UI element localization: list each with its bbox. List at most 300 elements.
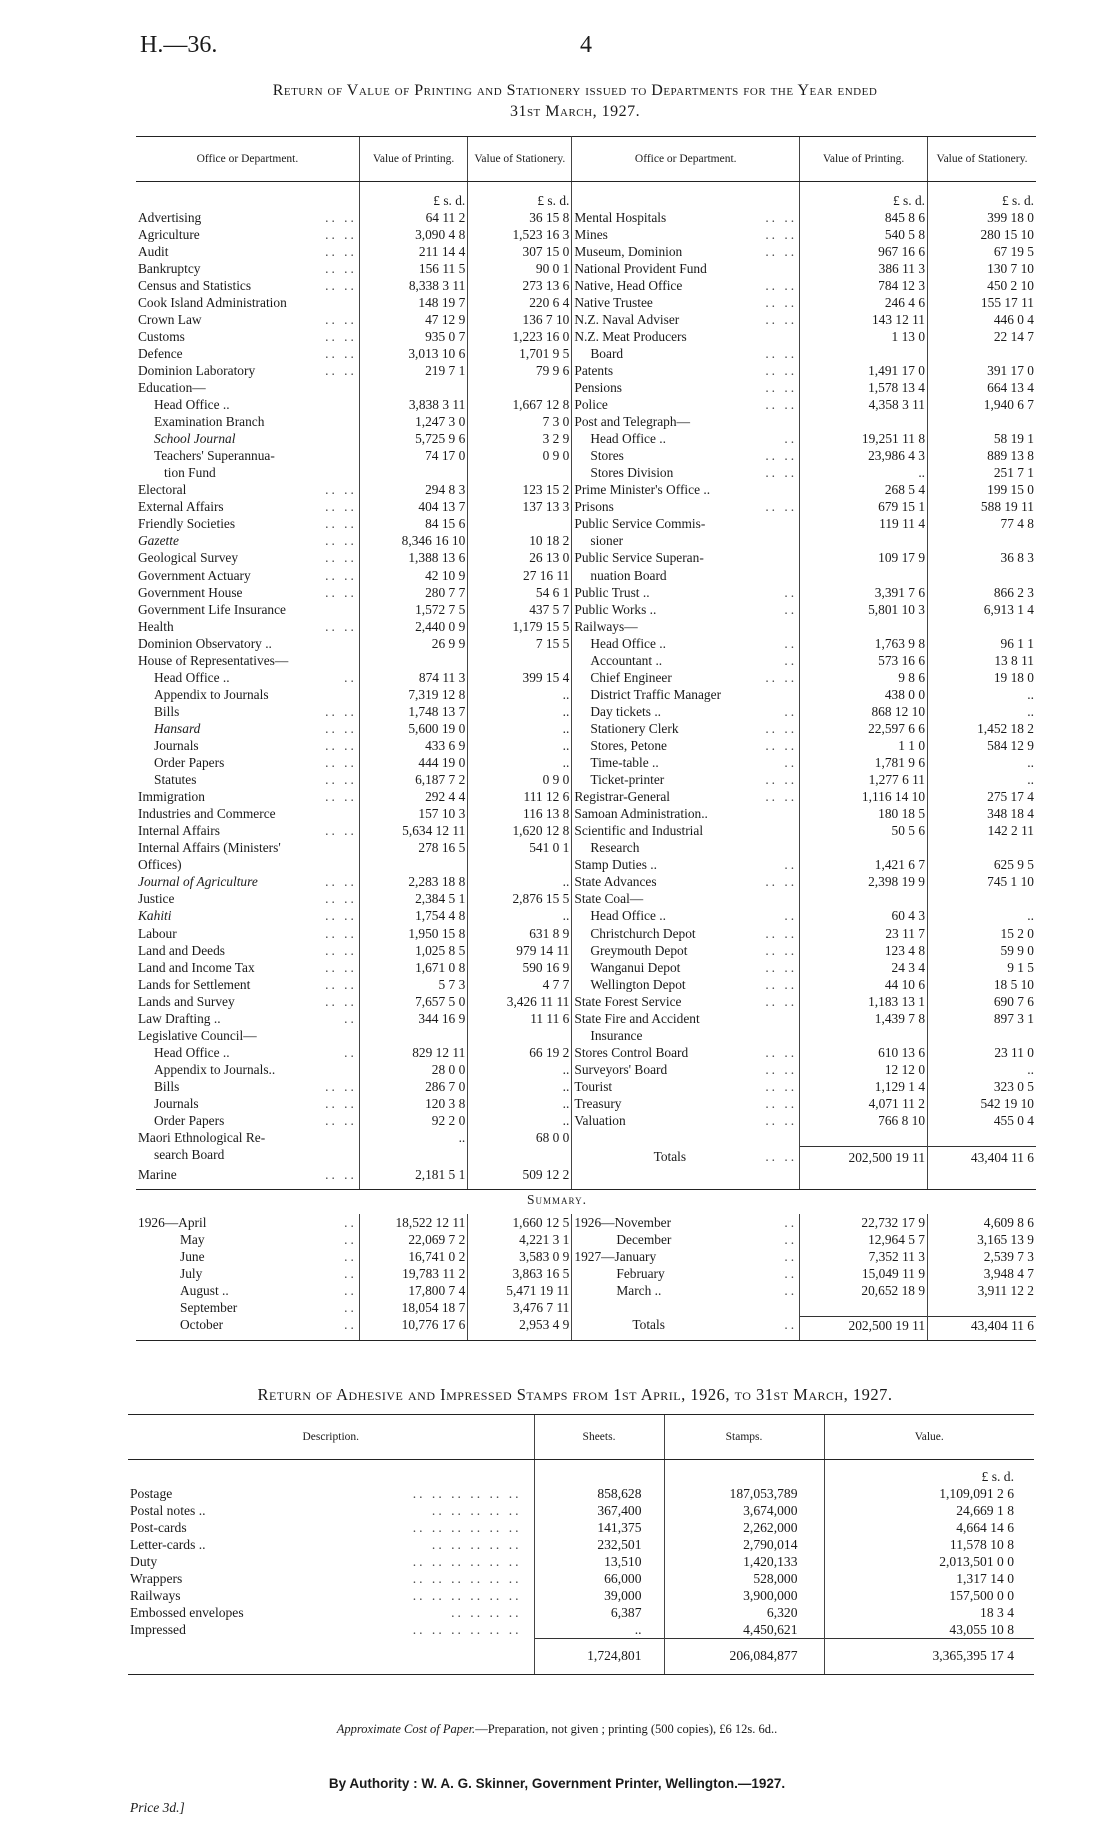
office-label: Order Papers: [154, 1113, 225, 1129]
month-label: June ..: [180, 1249, 357, 1265]
office-name: [136, 754, 359, 771]
table-row: [136, 328, 1036, 345]
office-name: [136, 686, 359, 703]
table-row: [136, 532, 1036, 549]
printing-value: 22,069 7 2: [359, 1231, 467, 1248]
stationery-value: 136 7 10: [468, 311, 572, 328]
printing-value: 24 3 4: [800, 959, 928, 976]
table-row: [136, 720, 1036, 737]
table-row: [136, 1095, 1036, 1112]
office-name: [572, 481, 800, 498]
office-name: [572, 328, 800, 345]
stationery-value: [468, 652, 572, 669]
printing-value: [800, 1027, 928, 1044]
table-row: [136, 839, 1036, 856]
leader-dots: .. ..: [765, 942, 798, 958]
month-label: August .. ..: [180, 1283, 357, 1299]
office-label: Crown Law: [138, 311, 202, 327]
printing-value: 8,346 16 10: [359, 532, 467, 549]
printing-value: 2,440 0 9: [359, 618, 467, 635]
office-name: [136, 1166, 359, 1183]
office-name: [572, 873, 800, 890]
printing-value: [800, 1299, 928, 1316]
office-name: [136, 805, 359, 822]
leader-dots: .. ..: [325, 362, 357, 378]
leader-dots: .. ..: [325, 942, 357, 958]
office-label: Hansard: [154, 720, 201, 736]
leader-dots: ..: [784, 584, 798, 600]
currency-header: £ s. d.: [928, 192, 1036, 209]
leader-dots: .. ..: [325, 755, 357, 771]
stamps-table: [128, 1414, 1034, 1675]
office-name: [136, 1078, 359, 1095]
currency-header: £ s. d.: [468, 192, 572, 209]
stationery-value: [468, 379, 572, 396]
leader-dots: .. ..: [325, 209, 357, 225]
leader-dots: .. ..: [765, 311, 798, 327]
printing-value: 1,748 13 7: [359, 703, 467, 720]
col-header-stationery-left: Value of Stationery.: [468, 137, 572, 182]
stationery-value: 4,609 8 6: [928, 1214, 1036, 1231]
office-label: Journals: [154, 1095, 199, 1111]
stationery-value: 584 12 9: [928, 737, 1036, 754]
stationery-value: 541 0 1: [468, 839, 572, 856]
printing-value: 5 7 3: [359, 976, 467, 993]
leader-dots: .. ..: [325, 720, 357, 736]
stationery-value: [928, 532, 1036, 549]
printing-value: 540 5 8: [800, 226, 928, 243]
printing-value: 1,781 9 6: [800, 754, 928, 771]
office-label: Land and Income Tax: [138, 959, 255, 975]
stationery-value: [468, 464, 572, 481]
office-label: Samoan Administration..: [574, 806, 708, 822]
table-row: [136, 890, 1036, 907]
office-label: Patents: [574, 362, 614, 378]
office-name: [572, 856, 800, 873]
stationery-value: 111 12 6: [468, 788, 572, 805]
stationery-value: 67 19 5: [928, 243, 1036, 260]
leader-dots: .. ..: [325, 516, 357, 532]
stationery-value: 4,221 3 1: [468, 1231, 572, 1248]
office-label: Time-table ..: [590, 755, 659, 771]
leader-dots: .. .. .. .. ..: [431, 1536, 522, 1552]
office-label: Stationery Clerk: [590, 720, 679, 736]
table-row: [136, 601, 1036, 618]
printing-value: 202,500 19 11: [800, 1146, 928, 1166]
printing-value: [800, 839, 928, 856]
office-name: [572, 618, 800, 635]
office-name: [136, 942, 359, 959]
office-name: [572, 1095, 800, 1112]
printing-value: 2,283 18 8: [359, 873, 467, 890]
value-amount: 24,669 1 8: [824, 1502, 1034, 1519]
office-name: [136, 294, 359, 311]
table-row: [136, 294, 1036, 311]
printing-value: 444 19 0: [359, 754, 467, 771]
table-row: [136, 464, 1036, 481]
office-label: Head Office ..: [590, 635, 666, 651]
stationery-value: 3 2 9: [468, 430, 572, 447]
office-label: Journals: [154, 738, 199, 753]
stationery-value: 3,426 11 11: [468, 993, 572, 1010]
office-label: Immigration: [138, 789, 205, 805]
office-label: Stores Division: [590, 465, 674, 481]
stationery-value: 58 19 1: [928, 430, 1036, 447]
leader-dots: .. .. .. .. .. ..: [412, 1570, 522, 1586]
leader-dots: .. ..: [765, 720, 798, 736]
stationery-value: 43,404 11 6: [928, 1146, 1036, 1166]
office-name: [572, 345, 800, 362]
office-label: Public Trust ..: [574, 584, 650, 600]
return-title-line2: 31st March, 1927.: [509, 103, 641, 120]
printing-value: 573 16 6: [800, 652, 928, 669]
col-header-value: Value.: [824, 1415, 1034, 1460]
totals-spacer: [128, 1638, 534, 1674]
office-label: State Forest Service: [574, 993, 682, 1009]
office-name: [136, 1010, 359, 1027]
col-header-description: Description.: [128, 1415, 534, 1460]
office-name: [572, 1146, 800, 1166]
office-label: Electoral: [138, 482, 187, 498]
document-id: H.—36.: [140, 32, 218, 58]
stationery-value: [928, 839, 1036, 856]
office-label: District Traffic Manager: [590, 686, 722, 702]
printing-value: 386 11 3: [800, 260, 928, 277]
stationery-value: 0 9 0: [468, 771, 572, 788]
office-label: Law Drafting ..: [138, 1010, 221, 1026]
printing-value: 123 4 8: [800, 942, 928, 959]
printing-value: 8,338 3 11: [359, 277, 467, 294]
stamps-value: 528,000: [664, 1570, 824, 1587]
stationery-value: 745 1 10: [928, 873, 1036, 890]
printing-value: 28 0 0: [359, 1061, 467, 1078]
printing-value: 1,129 1 4: [800, 1078, 928, 1095]
leader-dots: .. ..: [765, 209, 798, 225]
office-name: [572, 720, 800, 737]
table-row: [136, 822, 1036, 839]
col-header-printing-left: Value of Printing.: [359, 137, 467, 182]
printing-value: 246 4 6: [800, 294, 928, 311]
sheets-value: 232,501: [534, 1536, 664, 1553]
table-row: [136, 788, 1036, 805]
office-name: [136, 925, 359, 942]
office-label: Order Papers: [154, 755, 225, 771]
printing-value: [800, 345, 928, 362]
stationery-value: 54 6 1: [468, 584, 572, 601]
office-name: [572, 260, 800, 277]
office-label: Examination Branch: [154, 414, 265, 430]
office-label: Public Works ..: [574, 601, 657, 617]
printing-value: 12,964 5 7: [800, 1231, 928, 1248]
office-label: Stores: [590, 448, 624, 464]
office-label: Stores, Petone: [590, 738, 667, 753]
stationery-value: 588 19 11: [928, 498, 1036, 515]
office-name: [572, 686, 800, 703]
month-label: 1926—April ..: [138, 1215, 357, 1230]
office-name: [136, 345, 359, 362]
office-name: [572, 737, 800, 754]
leader-dots: .. ..: [765, 1044, 798, 1060]
stationery-value: 1,452 18 2: [928, 720, 1036, 737]
stationery-value: [468, 1027, 572, 1044]
office-label: Accountant ..: [590, 652, 663, 668]
office-name: [136, 993, 359, 1010]
stamp-description: Postage .. .. .. .. .. ..: [128, 1485, 534, 1502]
office-name: [136, 430, 359, 447]
office-name: [136, 635, 359, 652]
stationery-value: 79 9 6: [468, 362, 572, 379]
currency-header: £ s. d.: [359, 192, 467, 209]
stationery-value: 866 2 3: [928, 584, 1036, 601]
stationery-value: ..: [928, 703, 1036, 720]
printing-value: 6,187 7 2: [359, 771, 467, 788]
office-label: Defence: [138, 345, 183, 361]
office-label: Wellington Depot: [590, 976, 686, 992]
office-label: Teachers' Superannua-: [154, 448, 275, 464]
leader-dots: .. ..: [765, 874, 798, 890]
office-name: [572, 1010, 800, 1027]
leader-dots: .. ..: [765, 362, 798, 378]
table-row: [136, 1112, 1036, 1129]
office-name: [572, 890, 800, 907]
leader-dots: ..: [784, 431, 798, 447]
col-header-stamps: Stamps.: [664, 1415, 824, 1460]
office-name: [572, 925, 800, 942]
leader-dots: ..: [344, 1010, 357, 1026]
office-name: [136, 584, 359, 601]
printing-value: [800, 1166, 928, 1183]
office-label: Gazette: [138, 533, 179, 549]
stationery-value: 116 13 8: [468, 805, 572, 822]
printing-value: 44 10 6: [800, 976, 928, 993]
office-label: Board: [590, 345, 624, 361]
printing-value: [800, 532, 928, 549]
office-name: [136, 379, 359, 396]
office-name: [136, 771, 359, 788]
office-name: [136, 737, 359, 754]
leader-dots: .. ..: [325, 703, 357, 719]
printing-value: 23,986 4 3: [800, 447, 928, 464]
stationery-value: [468, 856, 572, 873]
office-name: [572, 226, 800, 243]
stationery-value: 2,539 7 3: [928, 1248, 1036, 1265]
summary-title: Summary.: [527, 1192, 587, 1207]
office-name: [136, 1129, 359, 1146]
printing-value: 74 17 0: [359, 447, 467, 464]
office-name: [572, 907, 800, 924]
stationery-value: 155 17 11: [928, 294, 1036, 311]
office-name: [136, 976, 359, 993]
stationery-value: 450 2 10: [928, 277, 1036, 294]
office-name: [136, 788, 359, 805]
stationery-value: 399 15 4: [468, 669, 572, 686]
office-name: [136, 498, 359, 515]
office-label: Labour: [138, 925, 177, 941]
leader-dots: ..: [784, 908, 798, 924]
table-row: [136, 856, 1036, 873]
office-name: [136, 1112, 359, 1129]
stationery-value: 36 8 3: [928, 549, 1036, 566]
stationery-value: 273 13 6: [468, 277, 572, 294]
office-name: [572, 669, 800, 686]
printing-value: 5,600 19 0: [359, 720, 467, 737]
stamp-row: [128, 1587, 1034, 1604]
stamp-description: Duty .. .. .. .. .. ..: [128, 1553, 534, 1570]
printing-value: 404 13 7: [359, 498, 467, 515]
month-label: May ..: [180, 1232, 357, 1248]
stamps-value: 1,420,133: [664, 1553, 824, 1570]
summary-row: [136, 1265, 1036, 1282]
office-label: Agriculture: [138, 226, 200, 242]
office-name: [572, 532, 800, 549]
printing-value: 3,838 3 11: [359, 396, 467, 413]
office-label: Dominion Laboratory: [138, 362, 256, 378]
printing-value: 433 6 9: [359, 737, 467, 754]
office-label: N.Z. Naval Adviser: [574, 311, 680, 327]
leader-dots: ..: [344, 1283, 357, 1299]
printing-value: 4,358 3 11: [800, 396, 928, 413]
stationery-value: 43,404 11 6: [928, 1316, 1036, 1334]
stationery-value: 96 1 1: [928, 635, 1036, 652]
office-label: Advertising: [138, 209, 202, 225]
office-label: Lands for Settlement: [138, 976, 251, 992]
printing-value: 156 11 5: [359, 260, 467, 277]
stationery-value: 1,667 12 8: [468, 396, 572, 413]
leader-dots: .. ..: [325, 908, 357, 924]
printing-value: 4,071 11 2: [800, 1095, 928, 1112]
office-name: [572, 754, 800, 771]
stamps-value: 3,900,000: [664, 1587, 824, 1604]
printing-value: 278 16 5: [359, 839, 467, 856]
printing-value: 26 9 9: [359, 635, 467, 652]
stationery-value: 275 17 4: [928, 788, 1036, 805]
office-name: [136, 873, 359, 890]
printing-value: 1,388 13 6: [359, 549, 467, 566]
printing-value: 2,398 19 9: [800, 873, 928, 890]
office-name: [136, 618, 359, 635]
stamps-value: 3,674,000: [664, 1502, 824, 1519]
printing-stationery-table: [136, 136, 1036, 1190]
office-name: [572, 277, 800, 294]
office-label: Head Office ..: [154, 397, 230, 413]
col-header-printing-right: Value of Printing.: [800, 137, 928, 182]
stationery-value: 897 3 1: [928, 1010, 1036, 1027]
office-label: Public Service Superan-: [574, 550, 704, 566]
printing-value: 50 5 6: [800, 822, 928, 839]
paper-cost-text: —Preparation, not given ; printing (500 copies), £6 12s. 6d..: [475, 1722, 778, 1736]
office-name: [136, 856, 359, 873]
leader-dots: .. .. .. ..: [451, 1604, 522, 1620]
leader-dots: ..: [344, 1249, 357, 1265]
stamps-value: 2,790,014: [664, 1536, 824, 1553]
office-label: Land and Deeds: [138, 942, 226, 958]
leader-dots: .. ..: [325, 993, 357, 1009]
printing-value: 766 8 10: [800, 1112, 928, 1129]
leader-dots: ..: [784, 1283, 798, 1299]
office-label: Tourist: [574, 1078, 613, 1094]
table-row: [136, 379, 1036, 396]
leader-dots: ..: [784, 635, 798, 651]
leader-dots: .. ..: [765, 499, 798, 515]
leader-dots: .. ..: [325, 311, 357, 327]
office-name: [136, 532, 359, 549]
office-label: Treasury: [574, 1095, 622, 1111]
stationery-value: 1,620 12 8: [468, 822, 572, 839]
stationery-value: 220 6 4: [468, 294, 572, 311]
table-row: [136, 430, 1036, 447]
stationery-value: 1,940 6 7: [928, 396, 1036, 413]
office-name: [572, 498, 800, 515]
printing-value: 148 19 7: [359, 294, 467, 311]
office-label: Research: [590, 840, 640, 856]
printing-value: 868 12 10: [800, 703, 928, 720]
stationery-value: 27 16 11: [468, 567, 572, 584]
office-label: tion Fund: [164, 465, 216, 481]
printing-value: 1,754 4 8: [359, 907, 467, 924]
leader-dots: .. ..: [765, 1095, 798, 1111]
printing-value: 1,025 8 5: [359, 942, 467, 959]
office-name: [572, 993, 800, 1010]
office-name: [572, 1166, 800, 1183]
stationery-value: 77 4 8: [928, 515, 1036, 532]
leader-dots: ..: [344, 1300, 357, 1316]
office-label: Dominion Observatory ..: [138, 635, 272, 651]
table-row: [136, 635, 1036, 652]
value-amount: 1,317 14 0: [824, 1570, 1034, 1587]
leader-dots: .. ..: [765, 465, 798, 481]
office-name: [136, 959, 359, 976]
office-label: Legislative Council—: [138, 1027, 257, 1043]
office-name: [572, 601, 800, 618]
leader-dots: .. ..: [325, 823, 357, 839]
office-label: Museum, Dominion: [574, 243, 683, 259]
stationery-value: 251 7 1: [928, 464, 1036, 481]
stationery-value: 3,583 0 9: [468, 1248, 572, 1265]
office-label: Greymouth Depot: [590, 942, 688, 958]
value-amount: 2,013,501 0 0: [824, 1553, 1034, 1570]
table-row: [136, 976, 1036, 993]
table-row: [136, 567, 1036, 584]
printing-value: 180 18 5: [800, 805, 928, 822]
printing-value: 15,049 11 9: [800, 1265, 928, 1282]
stamps-value: 187,053,789: [664, 1485, 824, 1502]
office-name: [572, 379, 800, 396]
stamp-row: [128, 1553, 1034, 1570]
stationery-value: 18 5 10: [928, 976, 1036, 993]
paper-cost-note: [0, 1722, 1114, 1737]
stationery-value: [928, 1129, 1036, 1146]
office-name: [136, 328, 359, 345]
table-row: [136, 345, 1036, 362]
stamps-value: 4,450,621: [664, 1621, 824, 1639]
printing-value: 2,384 5 1: [359, 890, 467, 907]
stationery-value: 590 16 9: [468, 959, 572, 976]
office-label: Head Office ..: [154, 1044, 230, 1060]
office-name: [136, 839, 359, 856]
stationery-value: 15 2 0: [928, 925, 1036, 942]
stationery-value: [928, 890, 1036, 907]
office-name: [572, 243, 800, 260]
stationery-value: 3,476 7 11: [468, 1299, 572, 1316]
value-amount: 43,055 10 8: [824, 1621, 1034, 1639]
office-name: [572, 771, 800, 788]
printing-value: 92 2 0: [359, 1112, 467, 1129]
printing-value: 20,652 18 9: [800, 1282, 928, 1299]
printing-value: 1,421 6 7: [800, 856, 928, 873]
stationery-value: 455 0 4: [928, 1112, 1036, 1129]
leader-dots: ..: [784, 1232, 798, 1248]
printing-value: 1,763 9 8: [800, 635, 928, 652]
